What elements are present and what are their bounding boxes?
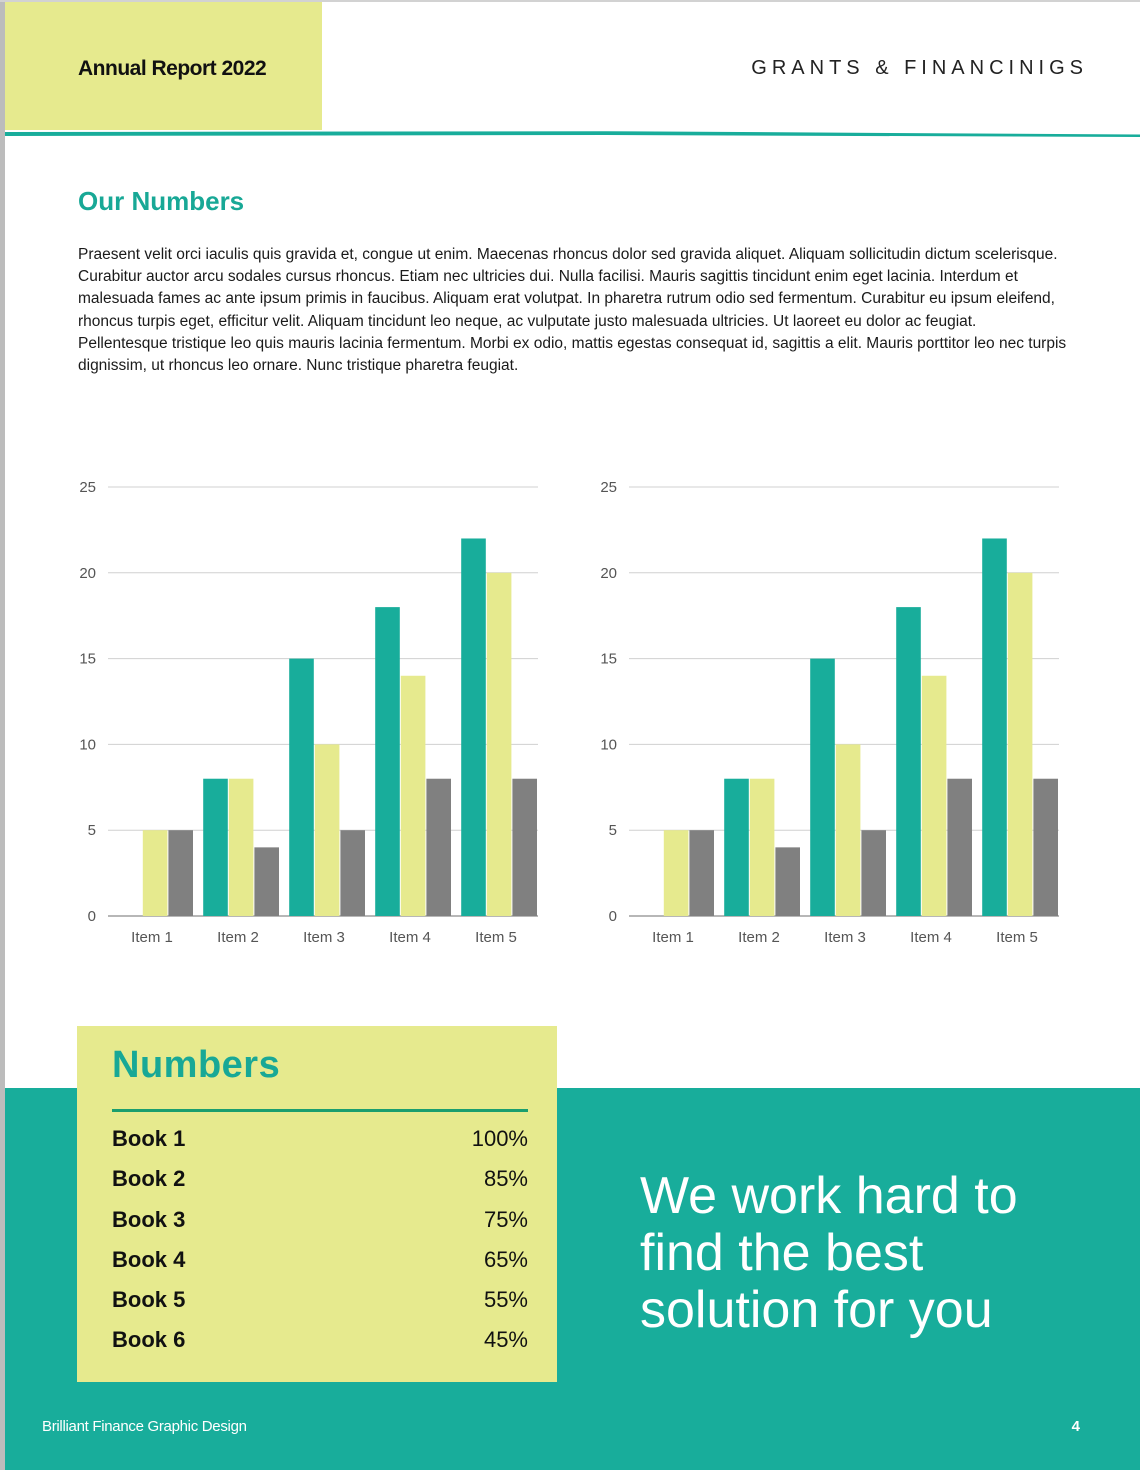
bar-3 — [512, 779, 537, 916]
book-row — [112, 1166, 528, 1196]
x-tick-label: Item 1 — [131, 929, 173, 946]
bar-2 — [229, 779, 254, 916]
y-tick-label: 5 — [87, 822, 96, 840]
bar-3 — [426, 779, 451, 916]
y-tick-label: 10 — [79, 736, 96, 754]
y-tick-label: 5 — [608, 822, 617, 840]
intro-paragraph: Praesent velit orci iaculis quis gravida et, congue ut enim. Maecenas rhoncus dolor sed gravida aliquet. Aliquam sollicitudin dictum scelerisque. Curabitur auctor arcu sodales cursus rhoncus. Etiam nec ultricies dui. Nulla facilisi. Mauris sagittis tincidunt enim eget lacinia. Interdum et malesuada fames ac ante ipsum primis in faucibus. Aliquam erat volutpat. In pharetra rutrum odio sed fermentum. Curabitur eu ipsum eleifend, rhoncus turpis eget, efficitur velit. Aliquam tincidunt leo neque, ac vulputate justo malesuada ultricies. Ut laoreet eu dolor ac feugiat. Pellentesque tristique leo quis mauris lacinia fermentum. Morbi ex odio, mattis egestas consequat id, sagittis a elit. Mauris porttitor leo nec turpis dignissim, ut rhoncus leo ornare. Nunc tristique pharetra feugiat. — [78, 246, 1067, 375]
y-tick-label: 15 — [600, 650, 617, 668]
bar-3 — [947, 779, 972, 916]
bar-2 — [401, 676, 426, 916]
bar-1 — [810, 659, 835, 916]
bar-1 — [461, 538, 486, 916]
bar-2 — [315, 744, 340, 916]
book-name: Book 1 — [112, 1126, 186, 1151]
numbers-card-divider — [112, 1109, 528, 1112]
y-tick-label: 20 — [600, 564, 617, 582]
book-percent: 85% — [483, 1166, 528, 1191]
book-name: Book 2 — [112, 1166, 186, 1191]
y-tick-label: 15 — [79, 650, 96, 668]
book-row — [112, 1247, 528, 1277]
book-name: Book 5 — [112, 1287, 186, 1312]
book-row — [112, 1287, 528, 1317]
x-tick-label: Item 3 — [303, 929, 345, 946]
bar-1 — [724, 779, 749, 916]
x-tick-label: Item 4 — [910, 929, 952, 946]
book-name: Book 3 — [112, 1207, 186, 1232]
book-name: Book 4 — [112, 1247, 186, 1272]
x-tick-label: Item 2 — [738, 929, 780, 946]
x-tick-label: Item 3 — [824, 929, 866, 946]
footer-brand: Brilliant Finance Graphic Design — [42, 1418, 247, 1435]
book-percent: 75% — [483, 1207, 528, 1232]
numbers-card — [77, 1026, 557, 1382]
report-title: Annual Report 2022 — [78, 57, 267, 80]
bar-chart-right-svg — [581, 470, 1081, 950]
bar-3 — [254, 847, 279, 916]
bar-3 — [861, 830, 886, 916]
bar-3 — [1033, 779, 1058, 916]
section-heading: Our Numbers — [78, 186, 245, 216]
bar-3 — [168, 830, 193, 916]
bar-1 — [289, 659, 314, 916]
bar-2 — [487, 573, 512, 916]
book-percent: 100% — [471, 1126, 528, 1151]
x-tick-label: Item 5 — [996, 929, 1038, 946]
bar-2 — [1008, 573, 1033, 916]
section-title: GRANTS & FINANCINIGS — [751, 57, 1088, 79]
book-row — [112, 1327, 528, 1357]
book-row — [112, 1126, 528, 1156]
y-tick-label: 10 — [600, 736, 617, 754]
bar-chart-left — [60, 470, 560, 950]
book-percent: 65% — [483, 1247, 528, 1272]
page-number: 4 — [1071, 1418, 1080, 1435]
header-rule — [5, 130, 1140, 138]
y-tick-label: 25 — [600, 479, 617, 496]
bar-3 — [340, 830, 365, 916]
bar-1 — [896, 607, 921, 916]
bar-2 — [750, 779, 775, 916]
bar-2 — [836, 744, 861, 916]
book-row — [112, 1207, 528, 1237]
y-tick-label: 20 — [79, 564, 96, 582]
x-tick-label: Item 4 — [389, 929, 431, 946]
tagline: We work hard to find the best solution for you — [640, 1167, 1018, 1339]
bar-2 — [143, 830, 168, 916]
bar-3 — [689, 830, 714, 916]
y-tick-label: 0 — [87, 908, 96, 925]
book-name: Book 6 — [112, 1327, 186, 1352]
x-tick-label: Item 5 — [475, 929, 517, 946]
book-percent: 45% — [483, 1327, 528, 1352]
bar-chart-left-svg — [60, 470, 560, 950]
bar-1 — [982, 538, 1007, 916]
bar-1 — [203, 779, 228, 916]
bar-2 — [664, 830, 689, 916]
x-tick-label: Item 1 — [652, 929, 694, 946]
bar-3 — [775, 847, 800, 916]
book-percent: 55% — [483, 1287, 528, 1312]
bar-2 — [922, 676, 947, 916]
numbers-card-title: Numbers — [112, 1044, 281, 1086]
x-tick-label: Item 2 — [217, 929, 259, 946]
y-tick-label: 0 — [608, 908, 617, 925]
bar-chart-right — [581, 470, 1081, 950]
bar-1 — [375, 607, 400, 916]
y-tick-label: 25 — [79, 479, 96, 496]
